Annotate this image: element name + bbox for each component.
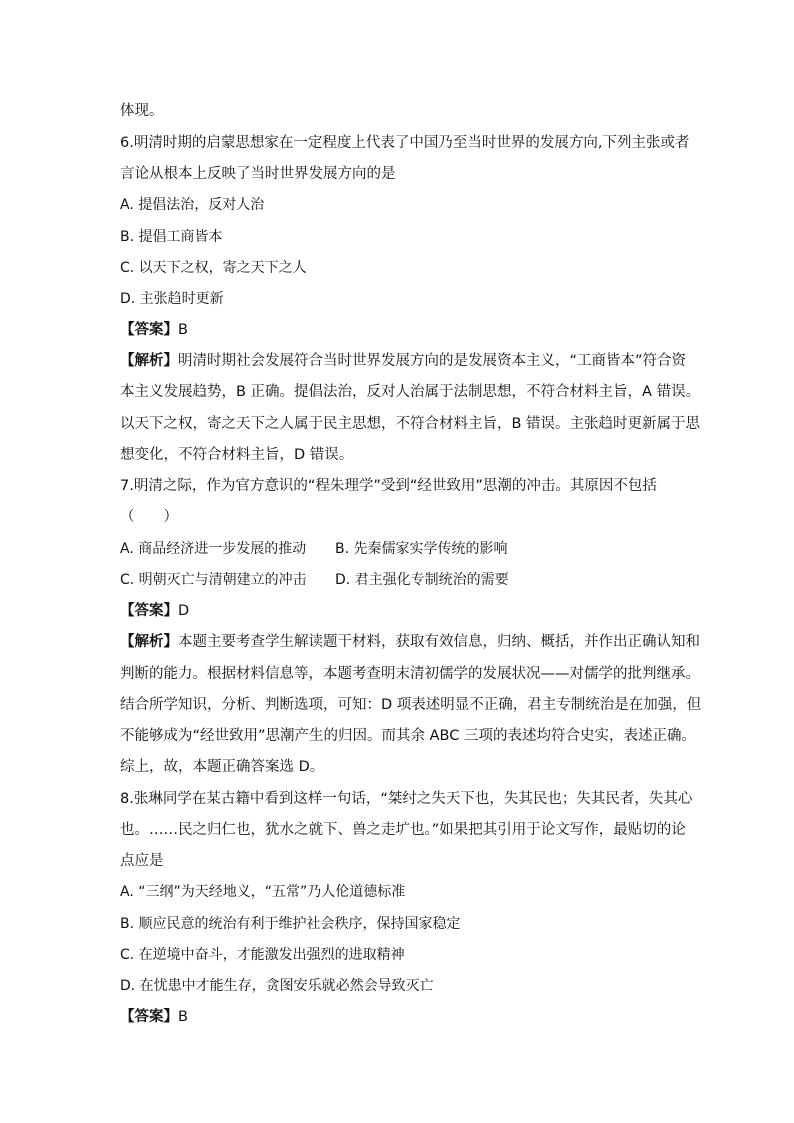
q6-analysis-line4: 想变化，不符合材料主旨，D 错误。	[120, 447, 354, 463]
q8-answer-value: B	[178, 1009, 188, 1025]
q6-answer-value: B	[178, 322, 188, 338]
q7-analysis-line3: 结合所学知识，分析、判断选项，可知：D 项表述明显不正确，君主专制统治是在加强，但	[120, 697, 702, 713]
q8-option-c: C. 在逆境中奋斗，才能激发出强烈的进取精神	[120, 947, 405, 963]
q6-answer-tag: 【答案】	[120, 322, 178, 338]
q5-tail-text: 体现。	[120, 103, 164, 119]
q7-answer-value: D	[178, 603, 190, 619]
q8-option-a: A. “三纲”为天经地义，“五常”乃人伦道德标准	[120, 884, 406, 900]
q6-answer	[120, 320, 188, 340]
q7-options-row1	[120, 539, 508, 559]
q7-option-d: D. 君主强化专制统治的需要	[335, 572, 509, 588]
q6-option-a: A. 提倡法治，反对人治	[120, 197, 265, 213]
q6-stem-line1: 6.明清时期的启蒙思想家在一定程度上代表了中国乃至当时世界的发展方向,下列主张或者	[120, 135, 690, 151]
q7-answer	[120, 601, 189, 621]
q7-option-a: A. 商品经济进一步发展的推动	[120, 541, 307, 557]
q6-option-b: B. 提倡工商皆本	[120, 229, 223, 245]
q6-option-c: C. 以天下之权，寄之天下之人	[120, 260, 307, 276]
q7-analysis-line4: 不能够成为“经世致用”思潮产生的归因。而其余 ABC 三项的表述均符合史实，表述正确。	[120, 728, 696, 744]
q7-analysis-line2: 判断的能力。根据材料信息等，本题考查明末清初儒学的发展状况——对儒学的批判继承。	[120, 666, 700, 682]
q7-option-c: C. 明朝灭亡与清朝建立的冲击	[120, 572, 307, 588]
q8-stem-line2: 也。……民之归仁也，犹水之就下、兽之走圹也。”如果把其引用于论文写作，最贴切的论	[120, 822, 686, 838]
q7-analysis-line1	[120, 632, 700, 652]
q7-analysis-text1: 本题主要考查学生解读题干材料，获取有效信息，归纳、概括，并作出正确认知和	[178, 634, 700, 650]
q7-answer-tag: 【答案】	[120, 603, 178, 619]
q8-option-d: D. 在忧患中才能生存，贪图安乐就必然会导致灭亡	[120, 978, 434, 994]
q8-stem-line1: 8.张琳同学在某古籍中看到这样一句话，“桀纣之失天下也，失其民也；失其民者，失其心	[120, 791, 693, 807]
q7-options-row2	[120, 570, 509, 590]
q7-stem-line2: （ ）	[120, 509, 178, 525]
q8-answer	[120, 1007, 188, 1027]
q6-analysis-text1: 明清时期社会发展符合当时世界发展方向的是发展资本主义，“工商皆本”符合资	[178, 353, 687, 369]
q8-answer-tag: 【答案】	[120, 1009, 178, 1025]
q7-stem-line1: 7.明清之际，作为官方意识的“程朱理学”受到“经世致用”思潮的冲击。其原因不包括	[120, 478, 657, 494]
q8-option-b: B. 顺应民意的统治有利于维护社会秩序，保持国家稳定	[120, 916, 461, 932]
q6-analysis-line3: 以天下之权，寄之天下之人属于民主思想，不符合材料主旨，B 错误。主张趋时更新属于思	[120, 416, 701, 432]
q7-analysis-line5: 综上，故，本题正确答案选 D。	[120, 759, 325, 775]
q6-analysis-line2: 本主义发展趋势，B 正确。提倡法治，反对人治属于法制思想，不符合材料主旨，A 错误。	[120, 384, 701, 400]
q7-analysis-tag: 【解析】	[120, 634, 178, 650]
q7-option-b: B. 先秦儒家实学传统的影响	[335, 541, 508, 557]
q8-stem-line3: 点应是	[120, 853, 164, 869]
q6-analysis-line1	[120, 351, 686, 371]
q6-stem-line2: 言论从根本上反映了当时世界发展方向的是	[120, 166, 396, 182]
q6-analysis-tag: 【解析】	[120, 353, 178, 369]
q6-option-d: D. 主张趋时更新	[120, 291, 224, 307]
